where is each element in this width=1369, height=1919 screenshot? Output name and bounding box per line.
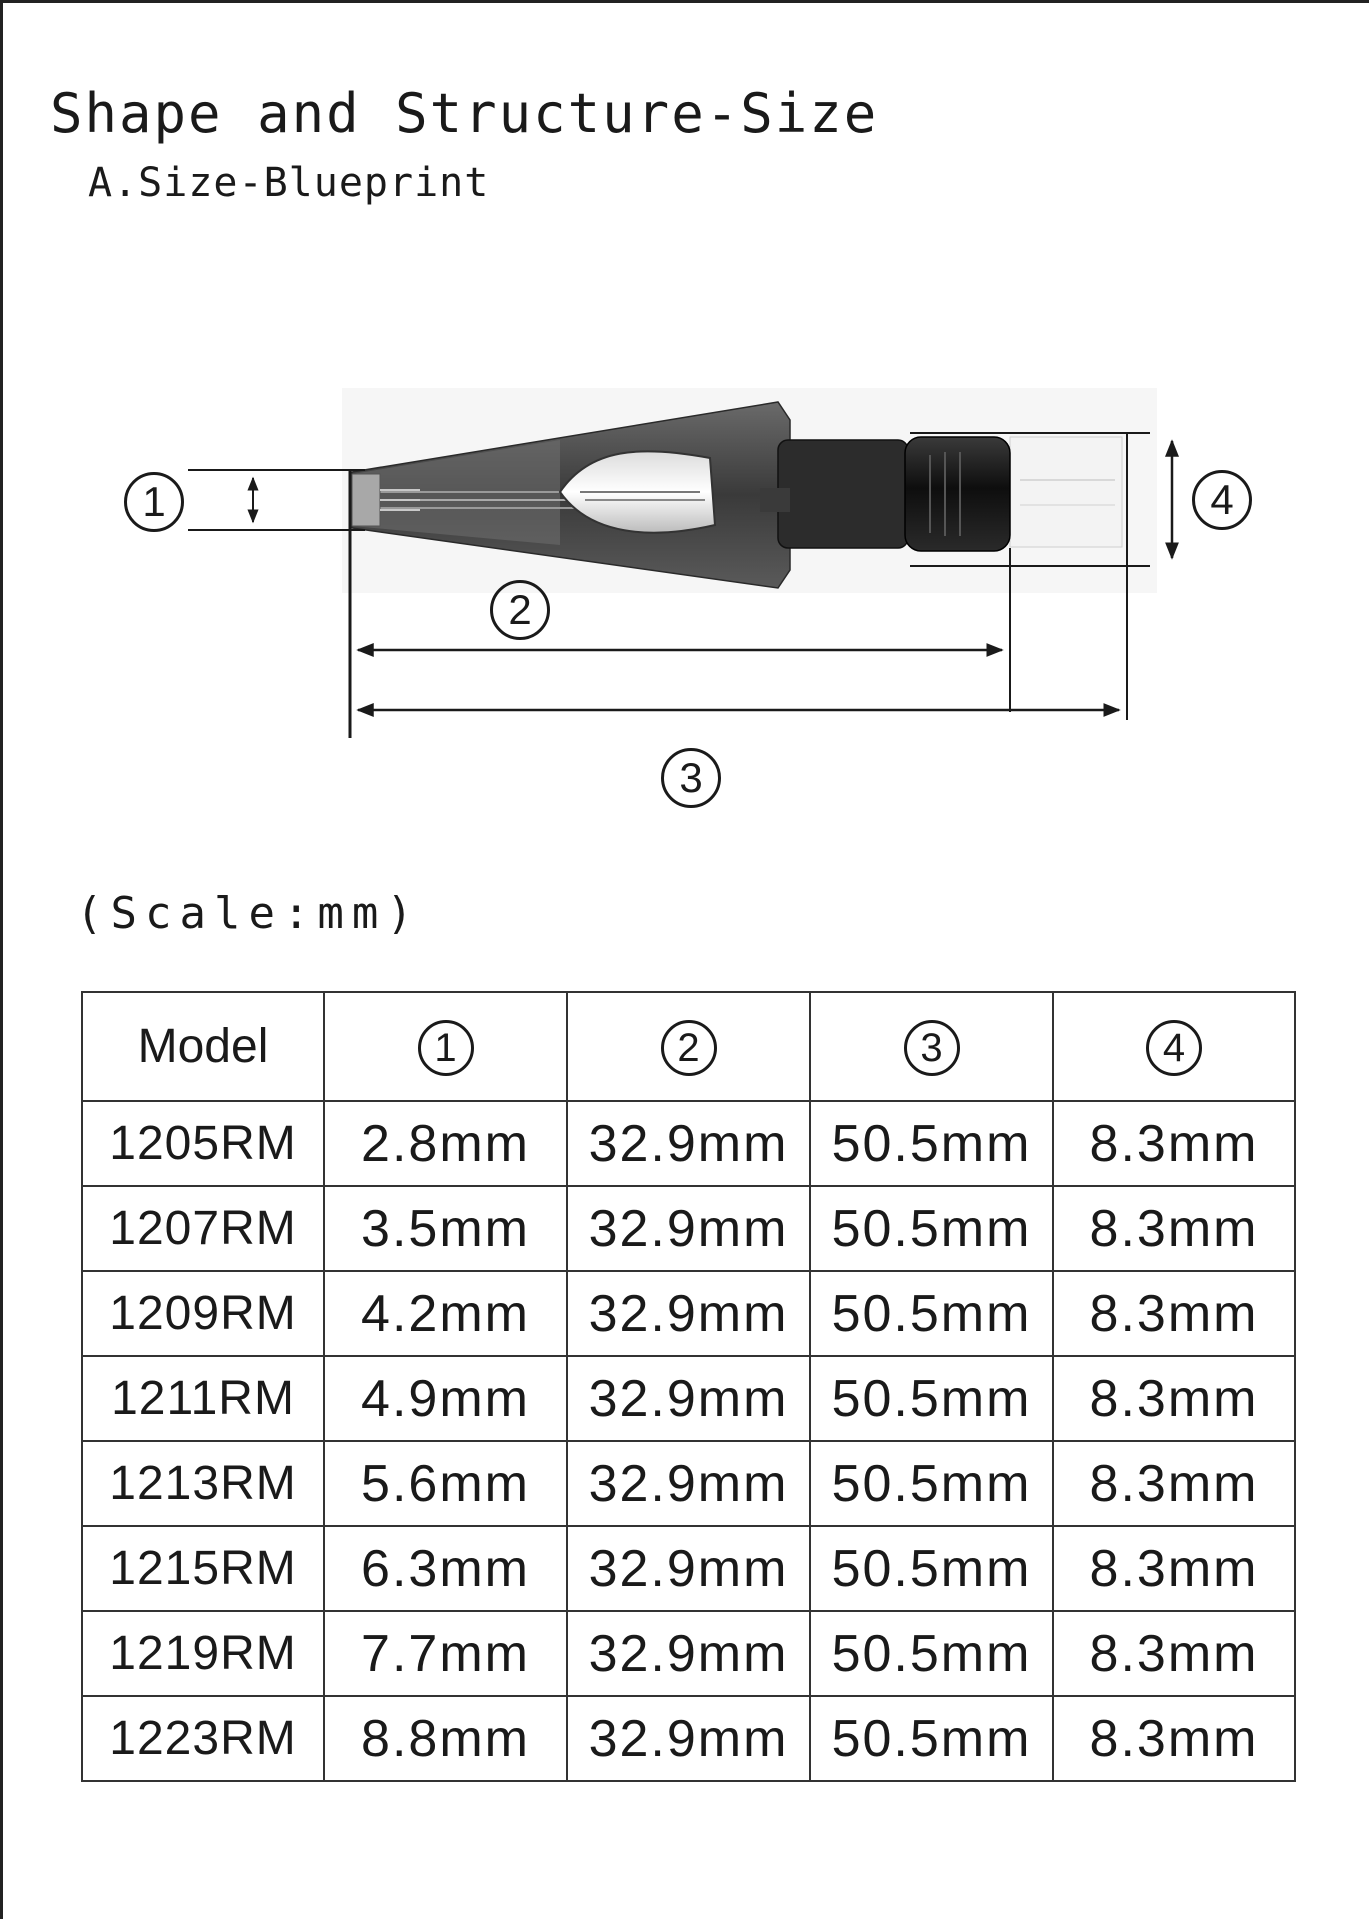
table-header-row	[82, 992, 1295, 1101]
header-dim-3	[810, 992, 1053, 1101]
table-row	[82, 1356, 1295, 1441]
cell-model: 1205RM	[82, 1101, 324, 1186]
cell-model: 1207RM	[82, 1186, 324, 1271]
cell-dim-3: 50.5mm	[810, 1696, 1053, 1781]
cell-dim-3: 50.5mm	[810, 1611, 1053, 1696]
cell-model: 1211RM	[82, 1356, 324, 1441]
size-table	[81, 991, 1296, 1782]
table-row	[82, 1696, 1295, 1781]
cell-dim-2: 32.9mm	[567, 1101, 810, 1186]
header-dim-1-label: 1	[418, 1020, 474, 1076]
callout-3: 3	[661, 748, 721, 808]
cell-dim-2: 32.9mm	[567, 1611, 810, 1696]
cell-dim-2: 32.9mm	[567, 1696, 810, 1781]
cell-model: 1209RM	[82, 1271, 324, 1356]
cell-dim-4: 8.3mm	[1053, 1356, 1295, 1441]
cell-dim-3: 50.5mm	[810, 1441, 1053, 1526]
cell-model: 1219RM	[82, 1611, 324, 1696]
page-title: Shape and Structure-Size	[50, 82, 879, 145]
header-dim-3-label: 3	[904, 1020, 960, 1076]
cell-dim-1: 4.2mm	[324, 1271, 567, 1356]
table-row	[82, 1526, 1295, 1611]
cell-dim-3: 50.5mm	[810, 1186, 1053, 1271]
cell-dim-1: 5.6mm	[324, 1441, 567, 1526]
cell-dim-3: 50.5mm	[810, 1101, 1053, 1186]
callout-2: 2	[490, 580, 550, 640]
header-dim-1	[324, 992, 567, 1101]
header-dim-2-label: 2	[661, 1020, 717, 1076]
table-row	[82, 1611, 1295, 1696]
cell-model: 1213RM	[82, 1441, 324, 1526]
table-row	[82, 1271, 1295, 1356]
callout-4: 4	[1192, 470, 1252, 530]
header-dim-4	[1053, 992, 1295, 1101]
table-row	[82, 1186, 1295, 1271]
header-dim-2	[567, 992, 810, 1101]
cartridge-blueprint	[0, 0, 1369, 820]
cell-dim-1: 4.9mm	[324, 1356, 567, 1441]
cell-model: 1223RM	[82, 1696, 324, 1781]
cell-dim-3: 50.5mm	[810, 1356, 1053, 1441]
scale-note: (Scale:mm)	[76, 888, 421, 939]
cell-dim-2: 32.9mm	[567, 1356, 810, 1441]
cell-dim-2: 32.9mm	[567, 1271, 810, 1356]
cell-dim-2: 32.9mm	[567, 1526, 810, 1611]
cell-dim-1: 3.5mm	[324, 1186, 567, 1271]
table-row	[82, 1441, 1295, 1526]
header-model: Model	[82, 992, 324, 1101]
cell-dim-4: 8.3mm	[1053, 1271, 1295, 1356]
cell-dim-1: 8.8mm	[324, 1696, 567, 1781]
callout-1: 1	[124, 472, 184, 532]
header-dim-4-label: 4	[1146, 1020, 1202, 1076]
dimension-1	[188, 470, 365, 530]
cell-dim-1: 7.7mm	[324, 1611, 567, 1696]
cartridge-back	[760, 437, 1010, 551]
cell-dim-4: 8.3mm	[1053, 1186, 1295, 1271]
cell-dim-4: 8.3mm	[1053, 1441, 1295, 1526]
table-row	[82, 1101, 1295, 1186]
cell-dim-3: 50.5mm	[810, 1526, 1053, 1611]
cell-model: 1215RM	[82, 1526, 324, 1611]
cell-dim-2: 32.9mm	[567, 1186, 810, 1271]
cell-dim-4: 8.3mm	[1053, 1611, 1295, 1696]
cell-dim-3: 50.5mm	[810, 1271, 1053, 1356]
cell-dim-1: 6.3mm	[324, 1526, 567, 1611]
cell-dim-1: 2.8mm	[324, 1101, 567, 1186]
cartridge-tail	[1010, 437, 1122, 547]
cell-dim-4: 8.3mm	[1053, 1696, 1295, 1781]
cell-dim-4: 8.3mm	[1053, 1526, 1295, 1611]
page-subtitle: A.Size-Blueprint	[88, 160, 490, 206]
cell-dim-4: 8.3mm	[1053, 1101, 1295, 1186]
cell-dim-2: 32.9mm	[567, 1441, 810, 1526]
